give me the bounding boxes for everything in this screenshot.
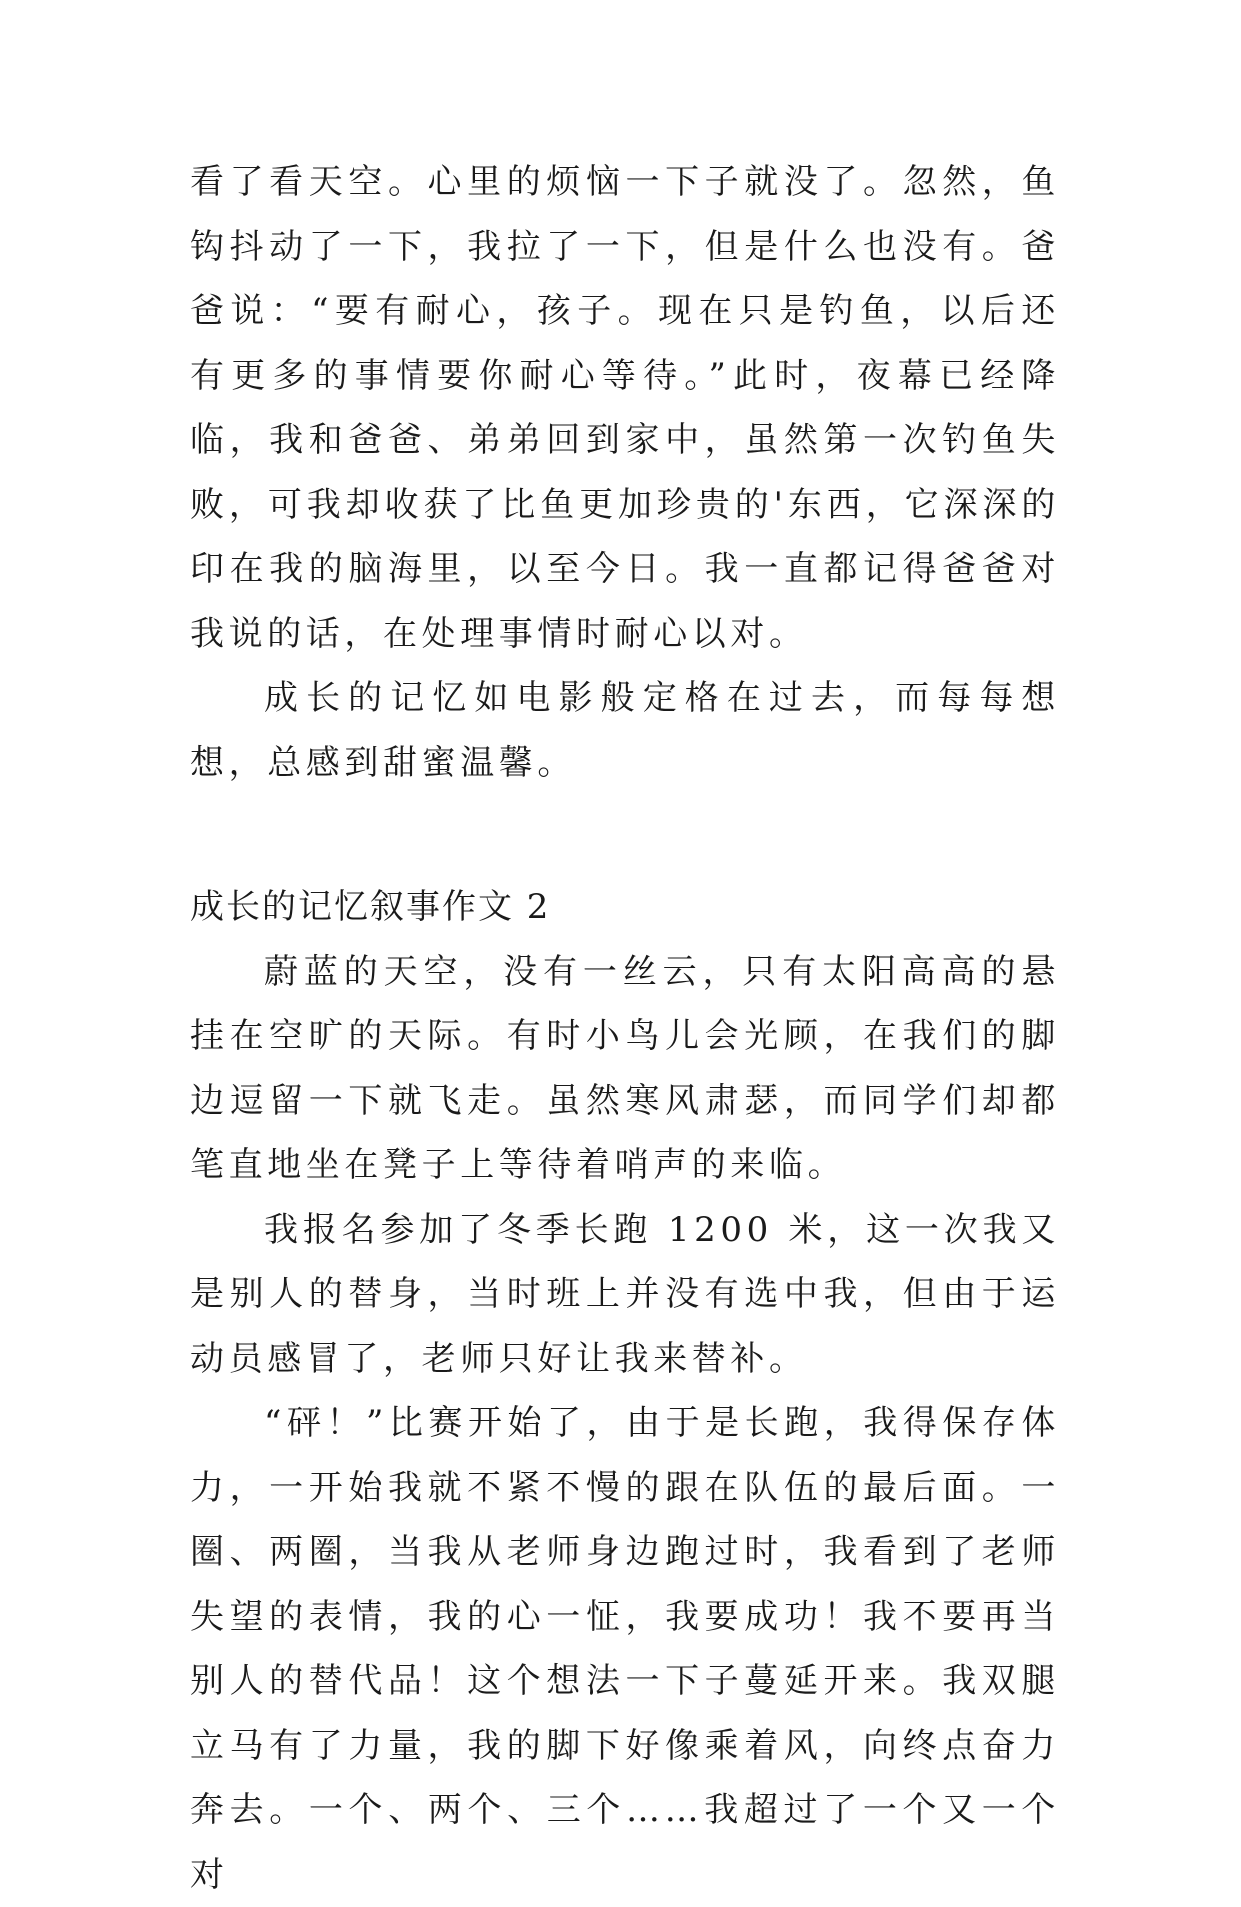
section-title: 成长的记忆叙事作文 2 [190,887,551,927]
document-body [190,150,1060,1907]
paragraph-race-start: “砰！”比赛开始了，由于是长跑，我得保存体力，一开始我就不紧不慢的跟在队伍的最后面。一圈、两圈，当我从老师身边跑过时，我看到了老师失望的表情，我的心一怔，我要成功！我不要再当别人的替代品！这个想法一下子蔓延开来。我双腿立马有了力量，我的脚下好像乘着风，向终点奋力奔去。一个、两个、三个……我超过了一个又一个对 [190,1403,1060,1895]
section-spacer [190,795,1060,875]
paragraph-fishing-continuation: 看了看天空。心里的烦恼一下子就没了。忽然，鱼钩抖动了一下，我拉了一下，但是什么也没有。爸爸说：“要有耐心，孩子。现在只是钓鱼，以后还有更多的事情要你耐心等待。”此时，夜幕已经降临，我和爸爸、弟弟回到家中，虽然第一次钓鱼失败，可我却收获了比鱼更加珍贵的'东西，它深深的印在我的脑海里，以至今日。我一直都记得爸爸对我说的话，在处理事情时耐心以对。 [190,162,1060,654]
paragraph-sky: 蔚蓝的天空，没有一丝云，只有太阳高高的悬挂在空旷的天际。有时小鸟儿会光顾，在我们的脚边逗留一下就飞走。虽然寒风肃瑟，而同学们却都笔直地坐在凳子上等待着哨声的来临。 [190,951,1060,1185]
paragraph-race-signup: 我报名参加了冬季长跑 1200 米，这一次我又是别人的替身，当时班上并没有选中我，但由于运动员感冒了，老师只好让我来替补。 [190,1209,1060,1379]
paragraph-memory-conclusion: 成长的记忆如电影般定格在过去，而每每想想，总感到甜蜜温馨。 [190,678,1060,783]
